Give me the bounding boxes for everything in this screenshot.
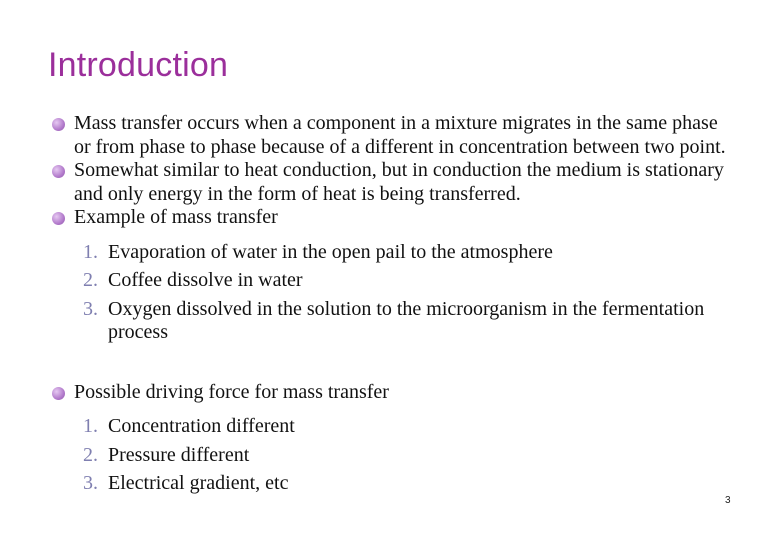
item-text: Coffee dissolve in water [108,269,303,291]
bullet-item-mass-transfer [48,112,738,159]
numbered-item [48,472,738,496]
item-number: 1. [83,240,98,263]
item-number: 2. [83,269,98,291]
item-text: Pressure different [108,443,250,466]
item-number: 3. [83,297,98,320]
item-number: 3. [83,472,98,494]
item-number: 2. [83,443,98,466]
slide-content [48,112,738,496]
bullet-disc-icon [52,387,65,400]
bullet-item-heat-conduction [48,159,738,206]
page-number: 3 [725,495,731,506]
item-text: Concentration different [108,415,295,437]
bullet-text: Possible driving force for mass transfer [74,380,389,403]
numbered-item [48,444,738,468]
bullet-text: Example of mass transfer [74,206,278,228]
item-text: Evaporation of water in the open pail to the atmosphere [108,240,553,263]
item-text: Oxygen dissolved in the solution to the microorganism in the fermentation process [108,297,705,343]
bullet-disc-icon [52,212,65,225]
bullet-item-examples [48,206,738,230]
bullet-text: Somewhat similar to heat conduction, but in conduction the medium is stationary and only energy in the form of heat is being transferred. [74,159,724,205]
slide-title: Introduction [48,46,229,84]
bullet-disc-icon [52,165,65,178]
bullet-disc-icon [52,118,65,131]
numbered-item [48,269,738,293]
bullet-item-driving-force [48,381,738,405]
bullet-text: Mass transfer occurs when a component in a mixture migrates in the same phase or from phase to phase because of a different in concentration between two point. [74,112,726,158]
item-number: 1. [83,415,98,437]
numbered-item [48,298,738,345]
numbered-item [48,241,738,265]
item-text: Electrical gradient, etc [108,472,289,494]
numbered-item [48,415,738,439]
